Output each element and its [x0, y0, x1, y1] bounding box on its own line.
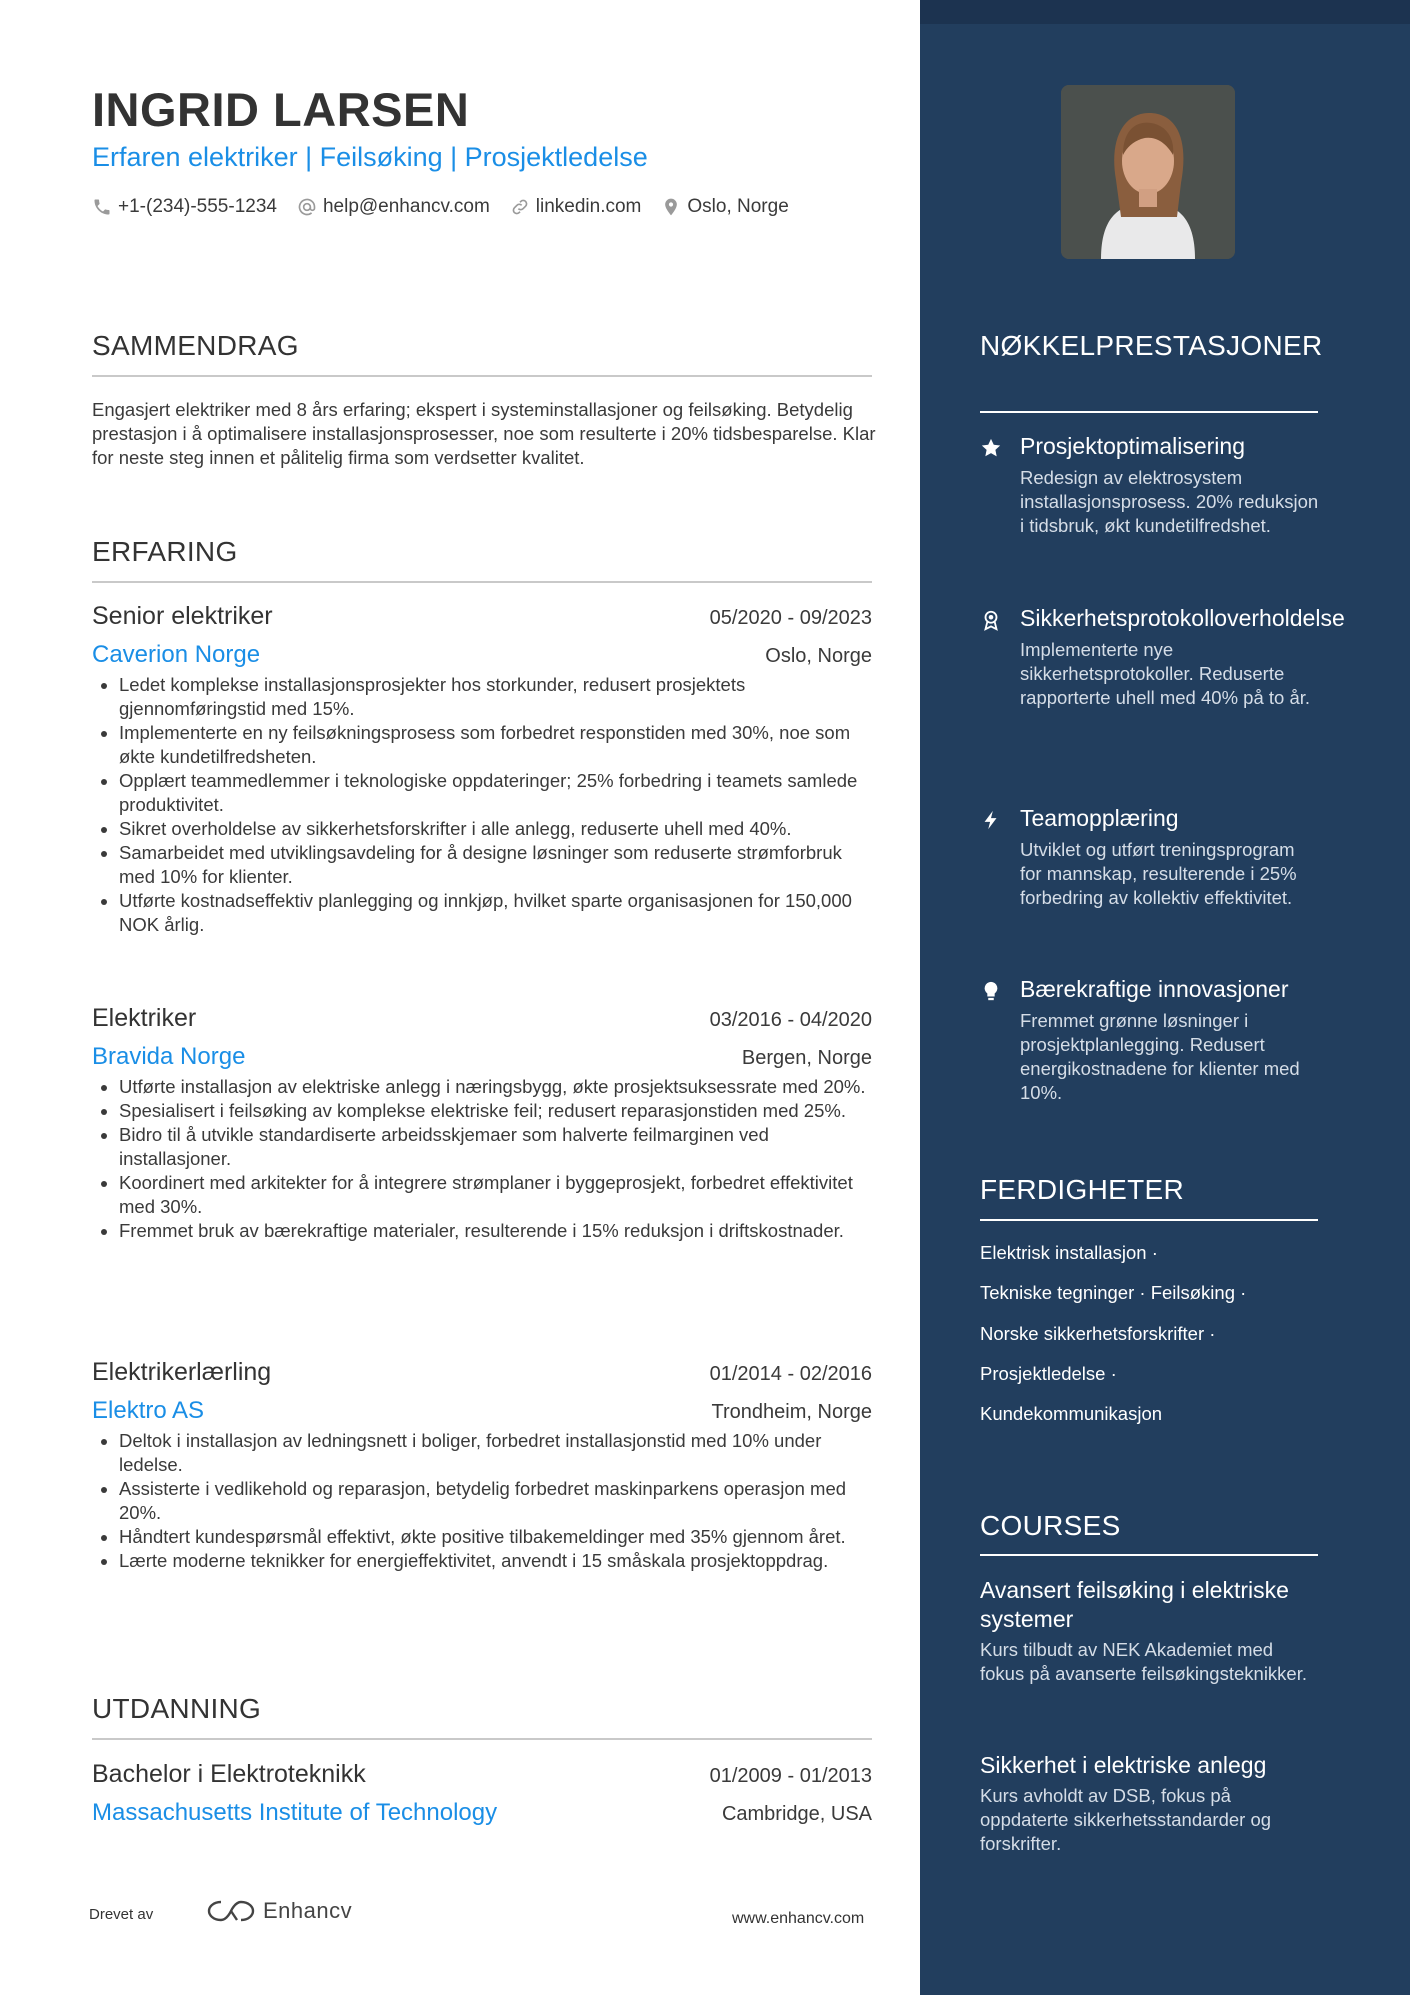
enhancv-logo-icon: [207, 1898, 255, 1924]
linkedin-text: linkedin.com: [535, 196, 642, 217]
contact-bar: [92, 196, 809, 218]
job-bullet: • Opplært teammedlemmer i teknologiske oppdateringer; 25% forbedring i teamets samlede produktivitet.: [119, 769, 872, 817]
job-bullet: • Implementerte en ny feilsøkningsprosess som forbedret responstiden med 30%, noe som økte kundetilfredsheten.: [119, 721, 872, 769]
job-bullet: • Utførte installasjon av elektriske anlegg i næringsbygg, økte prosjektsuksessrate med 20%.: [119, 1075, 872, 1099]
achievement-title: Sikkerhetsprotokolloverholdelse: [1020, 605, 1345, 631]
course-item: [980, 1576, 1320, 1686]
achievement-item: [980, 432, 1320, 538]
job-bullet: • Lærte moderne teknikker for energieffektivitet, anvendt i 15 småskala prosjektoppdrag.: [119, 1549, 872, 1573]
lightning-icon: [980, 809, 1002, 831]
course-item: [980, 1751, 1320, 1856]
achievement-desc: Implementerte nye sikkerhetsprotokoller. Reduserte rapporterte uhell med 40% på to år.: [1020, 639, 1311, 708]
education-divider: [92, 1738, 872, 1740]
skills-divider: [980, 1219, 1318, 1221]
degree: Bachelor i Elektroteknikk: [92, 1760, 366, 1788]
achievements-divider: [980, 411, 1318, 413]
job-location: Trondheim, Norge: [711, 1401, 872, 1423]
job-bullet: • Utførte kostnadseffektiv planlegging og innkjøp, hvilket sparte organisasjonen for 150,000 NOK årlig.: [119, 889, 872, 937]
powered-by-label: Drevet av: [89, 1906, 154, 1923]
summary-divider: [92, 375, 872, 377]
skills-title: FERDIGHETER: [980, 1174, 1184, 1205]
job-bullets: [92, 1075, 872, 1243]
achievement-desc: Redesign av elektrosystem installasjonsprosess. 20% reduksjon i tidsbruk, økt kundetilfredshet.: [1020, 467, 1319, 536]
job-entry: [92, 1358, 872, 1573]
achievement-title: Prosjektoptimalisering: [1020, 433, 1245, 459]
school: Massachusetts Institute of Technology: [92, 1799, 498, 1826]
location-text: Oslo, Norge: [687, 196, 789, 217]
job-bullet: • Deltok i installasjon av ledningsnett i boliger, forbedret installasjonstid med 10% under ledelse.: [119, 1429, 872, 1477]
contact-linkedin[interactable]: [510, 196, 642, 218]
course-desc: Kurs tilbudt av NEK Akademiet med fokus på avanserte feilsøkingsteknikker.: [980, 1639, 1307, 1684]
achievements-title: NØKKELPRESTASJONER: [980, 330, 1323, 361]
education-location: Cambridge, USA: [721, 1803, 872, 1825]
contact-email[interactable]: [297, 196, 490, 218]
phone-icon: [92, 197, 112, 217]
phone-text: +1-(234)-555-1234: [118, 196, 277, 217]
headline: Erfaren elektriker | Feilsøking | Prosjektledelse: [92, 142, 648, 172]
job-entry: [92, 602, 872, 937]
job-bullet: • Fremmet bruk av bærekraftige materialer, resulterende i 15% reduksjon i driftskostnader.: [119, 1219, 872, 1243]
contact-phone[interactable]: [92, 196, 277, 218]
job-bullet: • Samarbeidet med utviklingsavdeling for å designe løsninger som reduserte strømforbruk med 10% for klienter.: [119, 841, 872, 889]
job-role: Senior elektriker: [92, 602, 273, 630]
achievement-title: Bærekraftige innovasjoner: [1020, 976, 1289, 1002]
courses-title: COURSES: [980, 1510, 1121, 1541]
summary-title: SAMMENDRAG: [92, 330, 299, 361]
job-role: Elektrikerlærling: [92, 1358, 272, 1386]
job-location: Bergen, Norge: [741, 1047, 872, 1069]
contact-location: [661, 196, 788, 218]
job-dates: 01/2014 - 02/2016: [709, 1363, 872, 1385]
course-title: Sikkerhet i elektriske anlegg: [980, 1752, 1267, 1778]
job-bullet: • Sikret overholdelse av sikkerhetsforskrifter i alle anlegg, reduserte uhell med 40%.: [119, 817, 872, 841]
job-company: Elektro AS: [92, 1397, 205, 1424]
job-company: Bravida Norge: [92, 1043, 246, 1070]
course-title: Avansert feilsøking i elektriske systemer: [980, 1577, 1289, 1632]
sidebar-top-bar: [920, 0, 1410, 24]
website-link[interactable]: www.enhancv.com: [732, 1910, 865, 1927]
job-bullets: [92, 673, 872, 937]
achievement-desc: Utviklet og utført treningsprogram for mannskap, resulterende i 25% forbedring av kollektiv effektivitet.: [1020, 839, 1297, 908]
medal-icon: [980, 609, 1002, 631]
star-icon: [980, 437, 1002, 459]
achievement-item: [980, 975, 1320, 1105]
achievement-item: [980, 604, 1345, 710]
summary-text: Engasjert elektriker med 8 års erfaring; ekspert i systeminstallasjoner og feilsøking. Betydelig prestasjon i å optimalisere installasjonsprosesser, noe som resulterte i 20% tidsbesparelse. Klar for neste steg innen et pålitelig firma som verdsetter kvalitet.: [92, 399, 876, 468]
link-icon: [510, 197, 530, 217]
skill-line: Norske sikkerhetsforskrifter ·: [980, 1323, 1216, 1344]
brand-logo[interactable]: [207, 1898, 352, 1924]
course-desc: Kurs avholdt av DSB, fokus på oppdaterte sikkerhetsstandarder og forskrifter.: [980, 1785, 1272, 1854]
achievement-title: Teamopplæring: [1020, 805, 1179, 831]
location-pin-icon: [661, 197, 681, 217]
achievement-desc: Fremmet grønne løsninger i prosjektplanlegging. Redusert energikostnadene for klienter med 10%.: [1020, 1010, 1300, 1103]
job-dates: 03/2016 - 04/2020: [709, 1009, 872, 1031]
skill-line: Elektrisk installasjon ·: [980, 1242, 1158, 1263]
achievement-item: [980, 804, 1320, 910]
job-bullets: [92, 1429, 872, 1573]
brand-name: Enhancv: [263, 1898, 353, 1923]
job-role: Elektriker: [92, 1004, 197, 1032]
job-bullet: • Spesialisert i feilsøking av komplekse elektriske feil; redusert reparasjonstiden med 25%.: [119, 1099, 872, 1123]
portrait-image: [1061, 85, 1235, 259]
experience-title: ERFARING: [92, 536, 238, 567]
courses-divider: [980, 1554, 1318, 1556]
job-dates: 05/2020 - 09/2023: [709, 607, 872, 629]
skill-line: Prosjektledelse ·: [980, 1363, 1117, 1384]
profile-photo: [1061, 85, 1235, 259]
job-bullet: • Bidro til å utvikle standardiserte arbeidsskjemaer som halverte feilmarginen ved installasjoner.: [119, 1123, 872, 1171]
skill-line: Kundekommunikasjon: [980, 1403, 1163, 1424]
email-text: help@enhancv.com: [322, 196, 490, 217]
experience-divider: [92, 581, 872, 583]
education-entry: [92, 1760, 872, 1827]
at-icon: [297, 197, 317, 217]
skill-line: Tekniske tegninger · Feilsøking ·: [980, 1282, 1247, 1303]
job-location: Oslo, Norge: [765, 645, 872, 667]
education-title: UTDANNING: [92, 1693, 262, 1724]
lightbulb-icon: [980, 980, 1002, 1002]
job-bullet: • Koordinert med arkitekter for å integrere strømplaner i byggeprosjekt, forbedret effektivitet med 30%.: [119, 1171, 872, 1219]
candidate-name: INGRID LARSEN: [92, 83, 470, 136]
job-entry: [92, 1004, 872, 1243]
education-dates: 01/2009 - 01/2013: [709, 1765, 872, 1787]
job-bullet: • Håndtert kundespørsmål effektivt, økte positive tilbakemeldinger med 35% gjennom året.: [119, 1525, 872, 1549]
job-company: Caverion Norge: [92, 641, 261, 668]
job-bullet: • Assisterte i vedlikehold og reparasjon, betydelig forbedret maskinparkens operasjon med 20%.: [119, 1477, 872, 1525]
job-bullet: • Ledet komplekse installasjonsprosjekter hos storkunder, redusert prosjektets gjennomføringstid med 15%.: [119, 673, 872, 721]
